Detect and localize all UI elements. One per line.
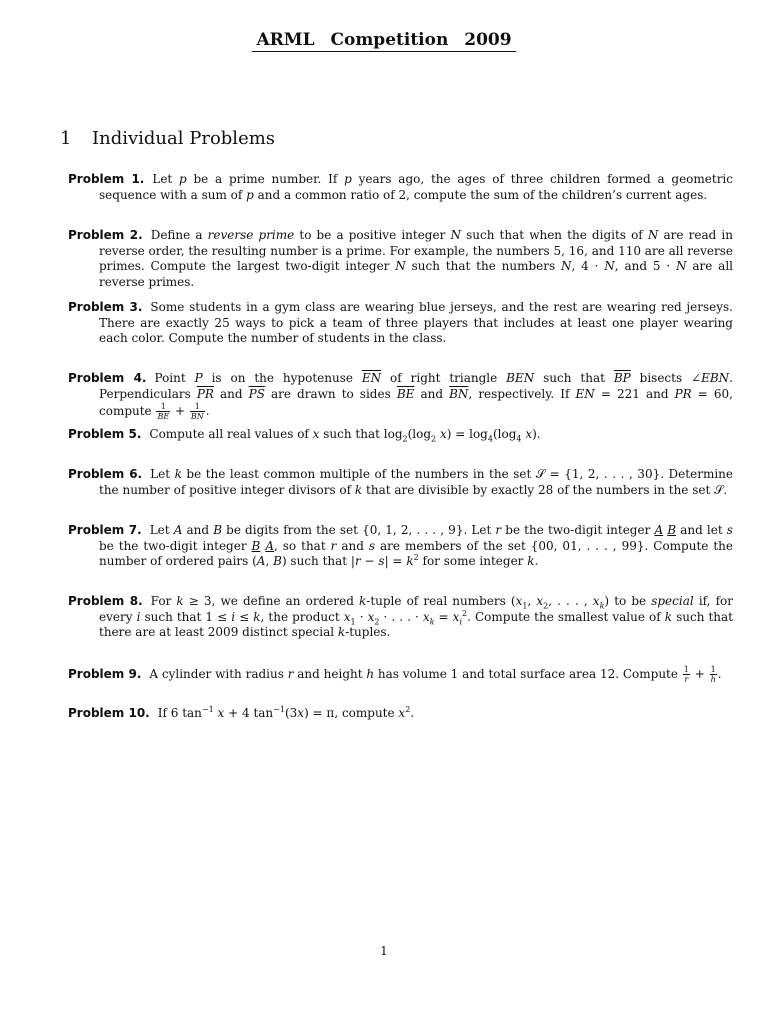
document-title (0, 30, 768, 52)
section-title: Individual Problems (92, 128, 276, 149)
problem-4: Problem 4. Point P is on the hypotenuse $\overline{EN}$ of right triangle BEN such that $\overline{BP}$ bisects ∠EBN. Perpendiculars $\overline{PR}$ and $\overline{PS}$ are drawn to sides $\overline{BE}$ and $\overline{BN}$, respectively. If EN = 221 and PR = 60, compute $\frac{1}{BE}$ + $\frac{1}{BN}$ . (68, 371, 733, 421)
problem-label: Problem 9. (68, 667, 142, 681)
problem-label: Problem 1. (68, 172, 145, 186)
problem-7: Problem 7. Let A and B be digits from the set {0, 1, 2, . . . , 9}. Let r be the two-digit integer A B and let s be the two-digit integer B A, so that r and s are members of the set {00, 01, . . . , 99}. Compute the number of ordered pairs (A, B) such that $|r - s| = k^2$ for some integer k. (68, 523, 733, 568)
problem-9: Problem 9. A cylinder with radius r and height h has volume 1 and total surface area 12. Compute $\frac{1}{r}$ + $\frac{1}{h}$ . (68, 665, 722, 684)
problem-label: Problem 4. (68, 371, 147, 385)
section-number: 1 (60, 128, 72, 149)
problem-5: Problem 5. Compute all real values of x such that $\log_2(\log_2$ $x) = \log_4(\log_4$ x). (68, 427, 541, 444)
problem-1: Problem 1. Let p be a prime number. If p years ago, the ages of three children formed a geometric sequence with a sum of p and a common ratio of 2, compute the sum of the children’s current ages. (68, 172, 733, 202)
problem-label: Problem 10. (68, 706, 150, 720)
problem-label: Problem 7. (68, 523, 142, 537)
section-heading (60, 128, 275, 149)
problem-label: Problem 2. (68, 228, 143, 242)
document-title-text: ARML Competition 2009 (252, 30, 515, 52)
problem-8: Problem 8. For k ≥ 3, we define an ordered k-tuple of real numbers ($x_1$, $x_2$, . . . , $x_k$) to be special if, for every i such that 1 ≤ i ≤ k, the product $x_1 \cdot x_2$ · . . . · $x_k = x_i^2$. Compute the smallest value of k such that there are at least 2009 distinct special k-tuples. (68, 594, 734, 639)
problem-label: Problem 8. (68, 594, 143, 608)
problem-6: Problem 6. Let k be the least common multiple of the numbers in the set 𝒮 = {1, 2, . . . , 30}. Determine the number of positive integer divisors of k that are divisible by exactly 28 of the numbers in the set 𝒮. (68, 467, 733, 497)
problem-2: Problem 2. Define a reverse prime to be a positive integer N such that when the digits of N are read in reverse order, the resulting number is a prime. For example, the numbers 5, 16, and 110 are all reverse primes. Compute the largest two-digit integer N such that the numbers N, 4 · N, and 5 · N are all reverse primes. (68, 228, 734, 289)
problem-label: Problem 3. (68, 300, 143, 314)
problem-3: Problem 3. Some students in a gym class are wearing blue jerseys, and the rest are wearing red jerseys. There are exactly 25 ways to pick a team of three players that includes at least one player wearing each color. Compute the number of students in the class. (68, 300, 734, 345)
problem-10: Problem 10. If 6 $\tan^{-1} x + 4$ $\tan^{-1}(3x) = \pi$, compute $x^2$. (68, 705, 415, 720)
problem-label: Problem 5. (68, 427, 142, 441)
page-number: 1 (380, 944, 388, 958)
problem-label: Problem 6. (68, 467, 143, 481)
